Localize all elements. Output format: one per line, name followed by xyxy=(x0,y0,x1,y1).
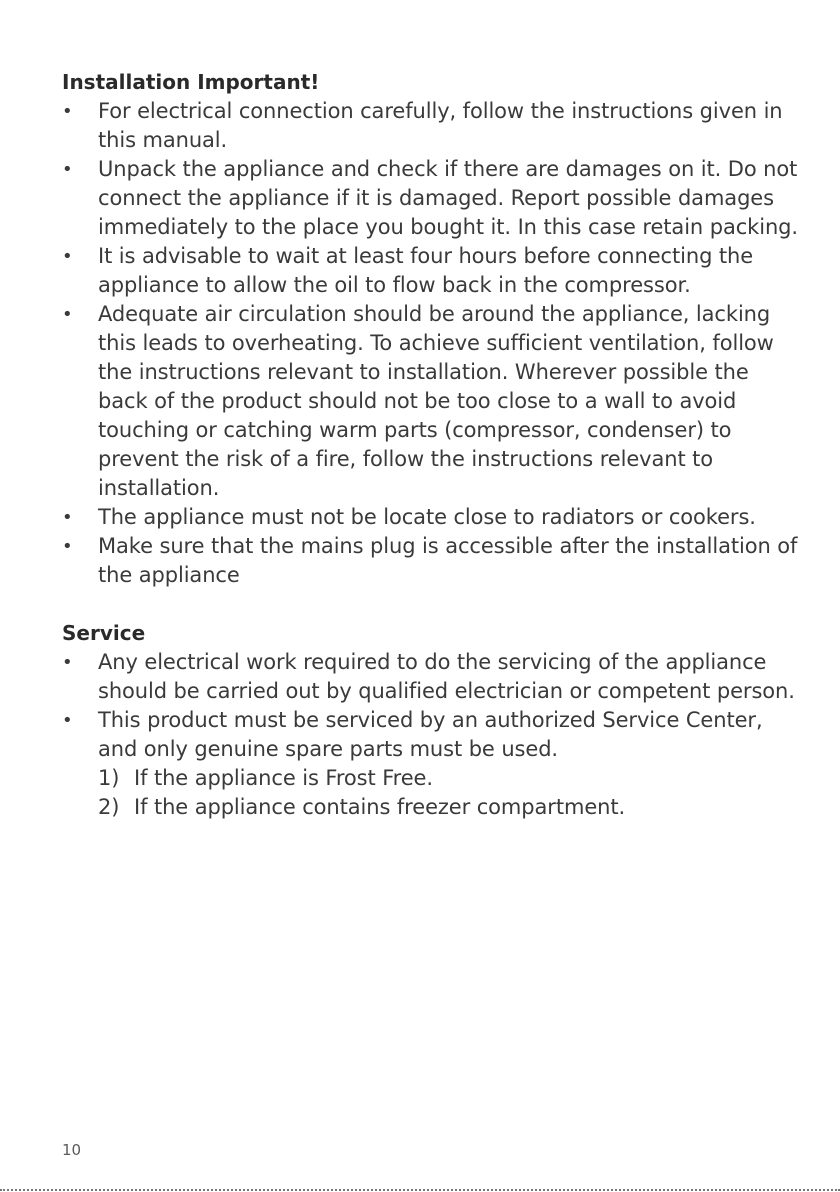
list-item xyxy=(62,155,802,242)
installation-heading: Installation Important! xyxy=(62,70,320,94)
list-item-text: For electrical connection carefully, follow the instructions given in this manual. xyxy=(98,99,783,152)
list-item xyxy=(62,503,802,532)
page-content xyxy=(62,68,802,822)
crop-line xyxy=(0,1189,840,1191)
footnote-text: If the appliance contains freezer compartment. xyxy=(134,795,626,819)
list-item xyxy=(62,532,802,590)
list-item xyxy=(62,648,802,706)
footnote-item xyxy=(98,793,802,822)
installation-list xyxy=(62,97,802,590)
footnote-number: 1) xyxy=(98,766,120,790)
service-heading: Service xyxy=(62,621,146,645)
list-item xyxy=(62,300,802,503)
list-item xyxy=(62,242,802,300)
footnote-item xyxy=(98,764,802,793)
bullet-icon: • xyxy=(62,304,73,325)
footnote-number: 2) xyxy=(98,795,120,819)
footnote-list xyxy=(98,764,802,822)
bullet-icon: • xyxy=(62,101,73,122)
list-item xyxy=(62,706,802,822)
list-item-text: It is advisable to wait at least four hours before connecting the appliance to allow the oil to flow back in the compressor. xyxy=(98,244,754,297)
service-section xyxy=(62,619,802,822)
list-item-text: Any electrical work required to do the servicing of the appliance should be carried out by qualified electrician or competent person. xyxy=(98,650,795,703)
list-item-text: Unpack the appliance and check if there are damages on it. Do not connect the appliance if it is damaged. Report possible damages immediately to the place you bought it. In this case retain packing. xyxy=(98,157,798,239)
section-spacer xyxy=(62,590,802,619)
list-item xyxy=(62,97,802,155)
footnote-text: If the appliance is Frost Free. xyxy=(134,766,433,790)
list-item-text: Adequate air circulation should be around the appliance, lacking this leads to overheating. To achieve sufficient ventilation, follow the instructions relevant to installation. Wherever possible the back of the product should not be too close to a wall to avoid touching or catching warm parts (compressor, condenser) to prevent the risk of a fire, follow the instructions relevant to installation. xyxy=(98,302,774,500)
bullet-icon: • xyxy=(62,710,73,731)
bullet-icon: • xyxy=(62,246,73,267)
installation-section xyxy=(62,68,802,590)
bullet-icon: • xyxy=(62,652,73,673)
list-item-text: This product must be serviced by an authorized Service Center, and only genuine spare parts must be used. xyxy=(98,708,763,761)
page-number: 10 xyxy=(62,1141,82,1159)
list-item-text: Make sure that the mains plug is accessible after the installation of the appliance xyxy=(98,534,798,587)
bullet-icon: • xyxy=(62,159,73,180)
list-item-text: The appliance must not be locate close to radiators or cookers. xyxy=(98,505,756,529)
bullet-icon: • xyxy=(62,536,73,557)
service-list xyxy=(62,648,802,822)
bullet-icon: • xyxy=(62,507,73,528)
